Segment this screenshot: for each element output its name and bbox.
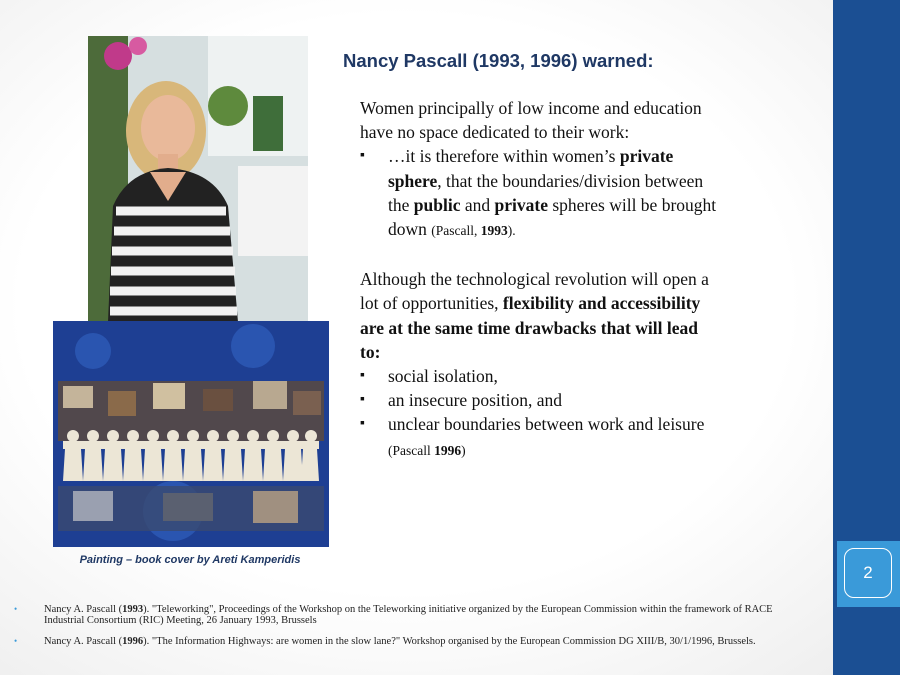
bullet-text: , that the boundaries/division between the: [388, 170, 704, 215]
portrait-photo-graphic: [88, 36, 308, 322]
page-number-box: [837, 541, 900, 607]
bullet-item: ▪ an insecure position, and: [360, 388, 720, 412]
bullet-text: …it is therefore within women’s: [388, 146, 620, 167]
page-number: 2: [844, 548, 892, 598]
reference-text: Nancy A. Pascall (: [44, 636, 123, 647]
bullet-item: ▪ social isolation,: [360, 364, 720, 388]
reference-year: 1996: [122, 636, 144, 647]
bullet-bold-text: private: [494, 194, 548, 215]
bullet-text: and: [460, 194, 495, 215]
book-cover-painting: [53, 321, 329, 547]
bullet-item: [360, 144, 720, 243]
citation-year: 1996: [434, 442, 462, 458]
reference-item: [14, 636, 814, 647]
paragraph-2-list: [360, 364, 720, 463]
paragraph-2-intro: [360, 267, 720, 364]
citation: [388, 443, 466, 458]
reference-year: 1993: [122, 604, 144, 615]
slide-title: Nancy Pascall (1993, 1996) warned:: [343, 50, 654, 71]
painting-graphic: [53, 321, 329, 547]
paragraph-gap: [360, 243, 720, 267]
bullet-bold-text: public: [413, 194, 461, 215]
citation-text: ).: [507, 223, 516, 239]
bullet-bold-text: private sphere: [388, 146, 674, 191]
citation-year: 1993: [480, 223, 508, 239]
painting-caption: Painting – book cover by Areti Kamperidis: [79, 554, 301, 566]
citation-text: (Pascall,: [431, 223, 481, 239]
citation-text: ): [461, 442, 466, 458]
citation: [431, 223, 515, 238]
bullet-text: unclear boundaries between work and leisure: [388, 414, 705, 435]
reference-text: ). "The Information Highways: are women in the slow lane?" Workshop organised by the European Commission DG XIII/B, 30/1/1996, Brussels.: [143, 636, 756, 647]
portrait-photo: [88, 36, 308, 322]
slide-content: [360, 96, 720, 463]
paragraph-1-intro: Women principally of low income and education have no space dedicated to their work:: [360, 98, 702, 143]
references: [14, 604, 814, 657]
citation-text: (Pascall: [388, 442, 435, 458]
reference-item: [14, 604, 814, 626]
reference-text: Nancy A. Pascall (: [44, 604, 123, 615]
reference-text: ). "Teleworking", Proceedings of the Workshop on the Teleworking initiative organized by the European Commission within the framework of RACE Industrial Consortium (RIC) Meeting, 26 January 1993, Brussels: [44, 604, 773, 626]
paragraph-1-list: [360, 144, 720, 243]
paragraph-2-bold-text: flexibility and accessibility are at the same time drawbacks that will lead to:: [360, 293, 701, 362]
bullet-text: spheres will be brought down: [388, 194, 717, 240]
bullet-item: [360, 412, 720, 462]
paragraph-2-text: Although the technological revolution will open a lot of opportunities,: [360, 269, 709, 314]
